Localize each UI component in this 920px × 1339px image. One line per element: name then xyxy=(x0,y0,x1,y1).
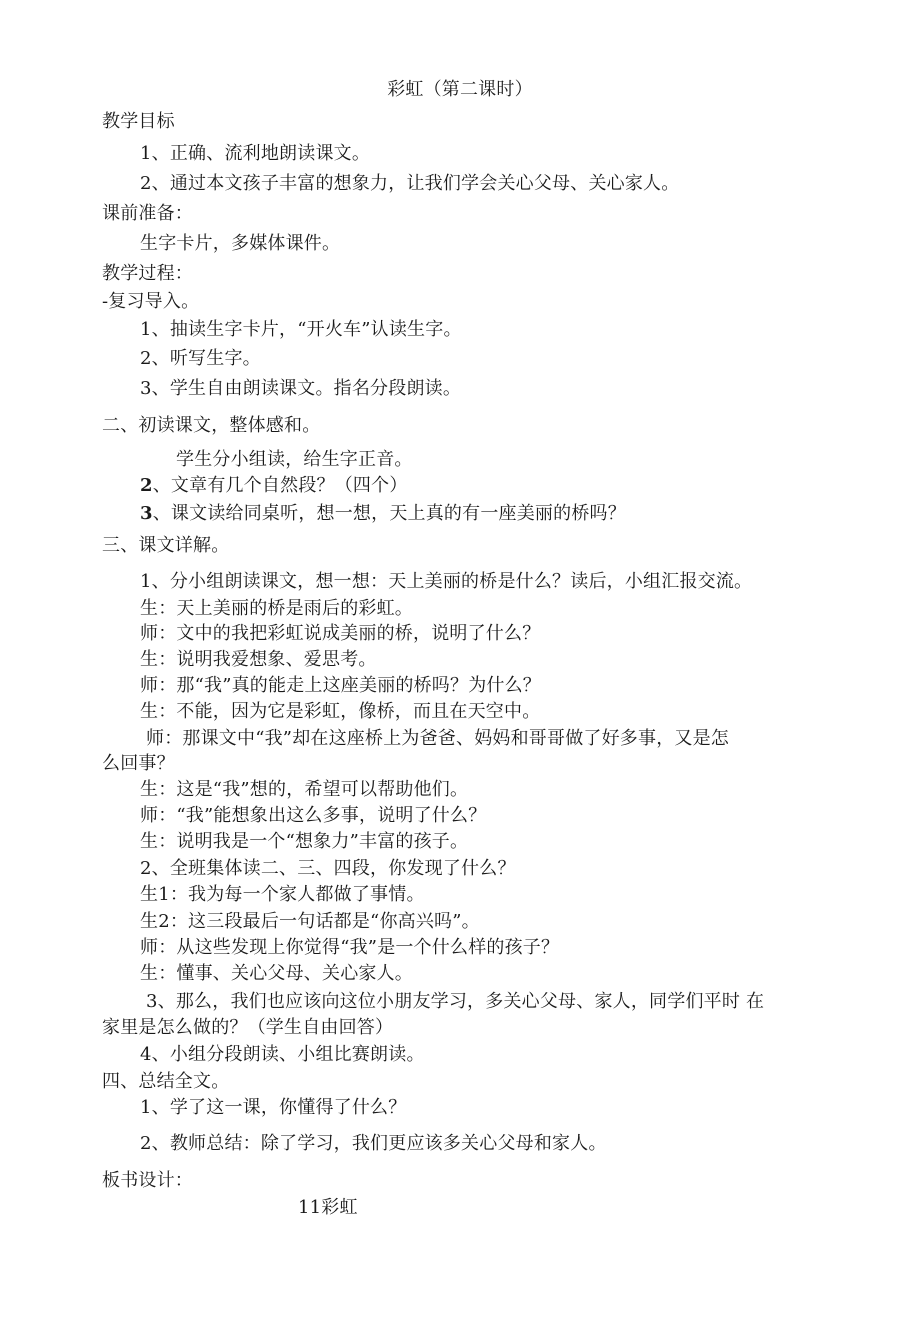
reading-step-3 xyxy=(140,502,626,526)
section-2-heading: 二、初读课文，整体感和。 xyxy=(102,415,321,436)
step-text: 、课文读给同桌听，想一想，天上真的有一座美丽的桥吗？ xyxy=(152,503,626,524)
objective-2: 2、通过本文孩子丰富的想象力，让我们学会关心父母、关心家人。 xyxy=(140,173,680,194)
step-text: 、文章有几个自然段？（四个） xyxy=(152,475,408,496)
dialogue-line: 生：说明我爱想象、爱思考。 xyxy=(140,649,377,670)
detail-step-1: 1、分小组朗读课文，想一想：天上美丽的桥是什么？读后，小组汇报交流。 xyxy=(140,571,753,592)
heading-preparation: 课前准备： xyxy=(102,203,193,224)
section-1-heading: -复习导入。 xyxy=(102,291,200,312)
preparation-text: 生字卡片，多媒体课件。 xyxy=(140,233,341,254)
summary-step-1: 1、学了这一课，你懂得了什么？ xyxy=(140,1097,407,1118)
heading-objectives: 教学目标 xyxy=(102,111,175,132)
dialogue-line: 生：天上美丽的桥是雨后的彩虹。 xyxy=(140,598,413,619)
dialogue-line: 师：文中的我把彩虹说成美丽的桥，说明了什么？ xyxy=(140,623,541,644)
dialogue-line: 生：这是“我”想的，希望可以帮助他们。 xyxy=(140,779,469,800)
review-step-3: 3、学生自由朗读课文。指名分段朗读。 xyxy=(140,378,462,399)
step-number: 3 xyxy=(140,503,153,524)
dialogue-line: 师：那课文中“我”却在这座桥上为爸爸、妈妈和哥哥做了好多事，又是怎 xyxy=(146,728,730,749)
dialogue-line: 师：“我”能想象出这么多事，说明了什么？ xyxy=(140,805,487,826)
detail-step-3: 3、那么，我们也应该向这位小朋友学习，多关心父母、家人，同学们平时 在 xyxy=(146,991,765,1012)
document-title: 彩虹（第二课时） xyxy=(387,79,533,100)
review-step-2: 2、听写生字。 xyxy=(140,348,261,369)
section-3-heading: 三、课文详解。 xyxy=(102,535,230,556)
dialogue-line: 生：懂事、关心父母、关心家人。 xyxy=(140,963,413,984)
detail-step-3-continued: 家里是怎么做的？（学生自由回答） xyxy=(102,1017,394,1038)
reading-step-1: 学生分小组读，给生字正音。 xyxy=(176,449,413,470)
heading-process: 教学过程： xyxy=(102,263,193,284)
step-number: 2 xyxy=(140,475,153,496)
dialogue-line: 生2：这三段最后一句话都是“你高兴吗”。 xyxy=(140,911,480,932)
dialogue-line-continued: 么回事？ xyxy=(102,753,175,774)
section-4-heading: 四、总结全文。 xyxy=(102,1071,230,1092)
dialogue-line: 师：从这些发现上你觉得“我”是一个什么样的孩子？ xyxy=(140,937,560,958)
dialogue-line: 生1：我为每一个家人都做了事情。 xyxy=(140,884,425,905)
board-design-title: 11彩虹 xyxy=(298,1197,358,1218)
dialogue-line: 师：那“我”真的能走上这座美丽的桥吗？为什么？ xyxy=(140,675,542,696)
objective-1: 1、正确、流利地朗读课文。 xyxy=(140,143,371,164)
detail-step-4: 4、小组分段朗读、小组比赛朗读。 xyxy=(140,1044,425,1065)
dialogue-line: 生：不能，因为它是彩虹，像桥，而且在天空中。 xyxy=(140,701,541,722)
detail-step-2: 2、全班集体读二、三、四段，你发现了什么？ xyxy=(140,858,516,879)
summary-step-2: 2、教师总结：除了学习，我们更应该多关心父母和家人。 xyxy=(140,1133,607,1154)
review-step-1: 1、抽读生字卡片，“开火车”认读生字。 xyxy=(140,319,462,340)
reading-step-2 xyxy=(140,474,408,498)
dialogue-line: 生：说明我是一个“想象力”丰富的孩子。 xyxy=(140,831,469,852)
heading-board-design: 板书设计： xyxy=(102,1170,193,1191)
